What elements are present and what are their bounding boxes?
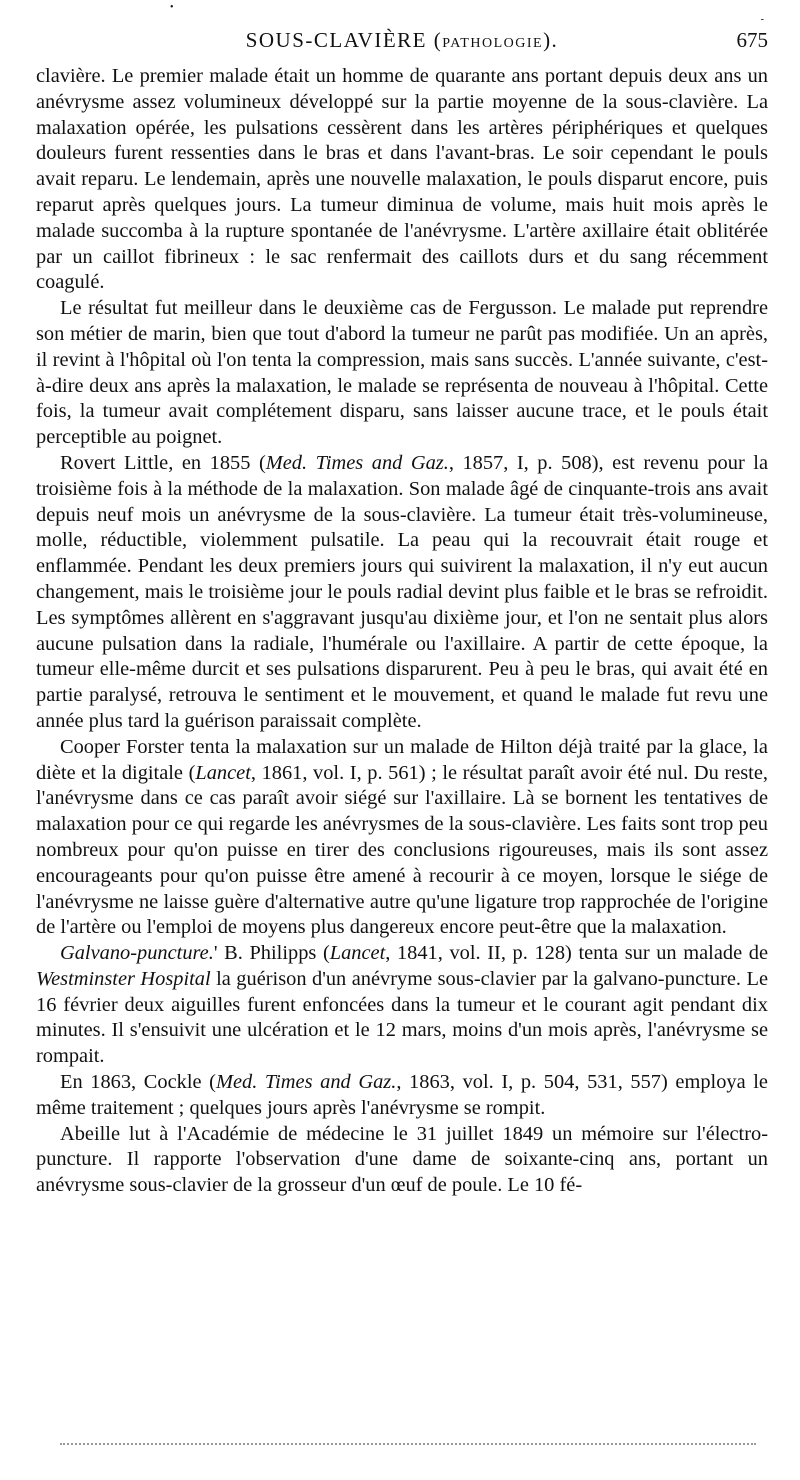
running-title-main: SOUS-CLAVIÈRE: [245, 28, 427, 52]
text-run: , 1863, vol. I, p. 504, 531, 557) employa le même traitement ; quelques jours après l'anévrysme se rompit.: [36, 1071, 768, 1119]
paragraph: [36, 296, 768, 451]
paragraph: [36, 941, 768, 1070]
text-run: la guérison d'un anévryme sous-clavier par la galvano-puncture. Le 16 février deux aiguilles furent enfoncées dans la tumeur et le courant agit pendant dix minutes. Il s'ensuivit une ulcération et le 12 mars, moins d'un mois après, l'anévrysme se rompait.: [36, 967, 769, 1068]
page-number: 675: [736, 28, 768, 52]
text-run: Rovert Little, en 1855 (: [60, 451, 266, 474]
running-header: [36, 28, 768, 58]
text-run: Abeille lut à l'Académie de médecine le 31 juillet 1849 un mémoire sur l'électro-puncture. Il rapporte l'observation d'une dame de soixante-cinq ans, portant un anévrysme sous-clavier de la grosseur d'un œuf de poule. Le 10 fé-: [36, 1122, 768, 1197]
paragraph: [36, 1070, 768, 1122]
italic-reference: Galvano-puncture.: [60, 942, 214, 965]
text-run: Cooper Forster tenta la malaxation sur un malade de Hilton déjà traité par la glace, la diète et la digitale (: [36, 735, 768, 784]
paragraph: [36, 64, 768, 296]
italic-reference: Lancet: [329, 942, 386, 965]
text-run: , 1861, vol. I, p. 561) ; le résultat paraît avoir été nul. Du reste, l'anévrysme dans ce cas paraît avoir siégé sur l'axillaire. Là se bornent les tentatives de malaxation pour ce qui regarde les anévrysmes de la sous-clavière. Les faits sont trop peu nombreux pour qu'on puisse en tirer des conclusions rigoureuses, mais ils sont assez encourageants pour qu'on puisse être amené à recourir à ce moyen, lorsque le siége de l'anévrysme ne laisse guère d'alternative autre qu'une ligature trop rapprochée de l'origine de l'artère ou l'emploi de moyens plus dangereux encore peut-être que la malaxation.: [36, 761, 768, 939]
print-mark: •: [170, 2, 174, 13]
running-title: [36, 28, 768, 53]
italic-reference: Westminster Hospital: [36, 967, 211, 990]
italic-reference: Lancet: [195, 761, 251, 784]
body-text: [36, 64, 768, 1199]
text-run: clavière. Le premier malade était un homme de quarante ans portant depuis deux ans un anévrysme assez volumineux développé sur la partie moyenne de la sous-clavière. La malaxation opérée, les pulsations cessèrent dans les artères périphériques et quelques douleurs furent ressenties dans le bras et dans l'avant-bras. Le soir cependant le pouls avait reparu. Le lendemain, après une nouvelle malaxation, le pouls disparut encore, puis reparut après quelques jours. La tumeur diminua de volume, mais huit mois après le malade succomba à la rupture spontanée de l'anévrysme. L'artère axillaire était oblitérée par un caillot fibrineux : le sac renfermait des caillots durs et du sang récemment coagulé.: [36, 65, 768, 294]
print-mark: -: [760, 14, 764, 25]
paragraph: [36, 735, 768, 941]
running-title-sub: PATHOLOGIE: [442, 36, 544, 51]
text-run: , 1857, I, p. 508), est revenu pour la troisième fois à la méthode de la malaxation. Son malade âgé de cinquante-trois ans avait depuis neuf mois un anévrysme de la sous-clavière. La tumeur était très-volumineuse, molle, réductible, violemment pulsatile. La peau qui la recouvrait était rouge et enflammée. Pendant les deux premiers jours qui suivirent la malaxation, il n'y eut aucun changement, mais le troisième jour le pouls radial devint plus faible et le bras se refroidit. Les symptômes allèrent en s'aggravant jusqu'au dixième jour, et l'on ne sentait plus alors aucune pulsation dans la radiale, l'humérale ou l'axillaire. A partir de cette époque, la tumeur elle-même durcit et ses pulsations disparurent. Peu à peu le bras, qui avait été en partie paralysé, retrouva le sentiment et le mouvement, et quand le malade fut revu une année plus tard la guérison paraissait complète.: [36, 451, 768, 732]
text-run: Le résultat fut meilleur dans le deuxième cas de Fergusson. Le malade put reprendre son métier de marin, bien que tout d'abord la tumeur ne parût pas modifiée. Un an après, il revint à l'hôpital où l'on tenta la compression, mais sans succès. L'année suivante, c'est-à-dire deux ans après la malaxation, le malade se représenta de nouveau à l'hôpital. Cette fois, la tumeur avait complétement disparu, sans laisser aucune trace, et le pouls était perceptible au poignet.: [36, 297, 768, 449]
paragraph: [36, 451, 768, 735]
text-run: , 1841, vol. II, p. 128) tenta sur un malade de: [385, 942, 768, 965]
text-run: ' B. Philipps (: [213, 942, 330, 965]
paragraph: [36, 1122, 768, 1199]
italic-reference: Med. Times and Gaz.: [265, 451, 449, 474]
text-run: En 1863, Cockle (: [60, 1071, 216, 1094]
footer-dotted-rule: [60, 1443, 756, 1445]
running-title-paren-open: (: [433, 28, 443, 52]
running-title-paren-close: ).: [543, 28, 559, 52]
italic-reference: Med. Times and Gaz.: [215, 1071, 397, 1094]
